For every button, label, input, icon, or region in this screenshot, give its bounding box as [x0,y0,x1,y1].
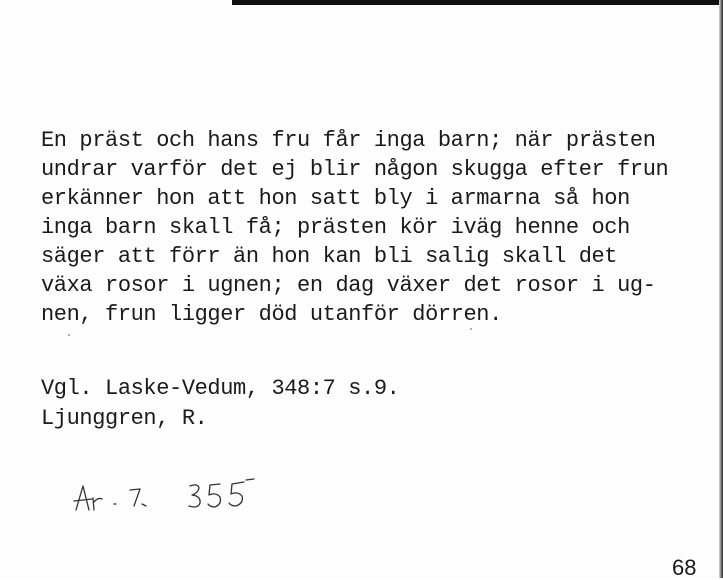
story-line-7: nen, frun ligger död utanför dörren. [41,302,502,327]
paper-speck [68,334,70,336]
paper-speck [470,328,472,330]
story-line-3: erkänner hon att hon satt bly i armarna så hon [41,186,630,211]
story-line-2: undrar varför det ej blir någon skugga efter frun [41,157,669,182]
reference-line-1: Vgl. Laske-Vedum, 348:7 s.9. [41,376,400,401]
story-line-4: inga barn skall få; prästen kör iväg henne och [41,215,630,240]
card-top-edge [232,0,723,5]
handwritten-archive-note [70,470,270,520]
reference-line-2: Ljunggren, R. [41,406,208,431]
source-reference [41,374,399,434]
story-line-5: säger att förr än hon kan bli salig skall det [41,244,618,269]
story-line-6: växa rosor i ugnen; en dag växer det rosor i ug- [41,273,656,298]
story-summary-text [41,126,721,329]
page-number: 68 [672,555,697,580]
story-line-1: En präst och hans fru får inga barn; när prästen [41,128,656,153]
